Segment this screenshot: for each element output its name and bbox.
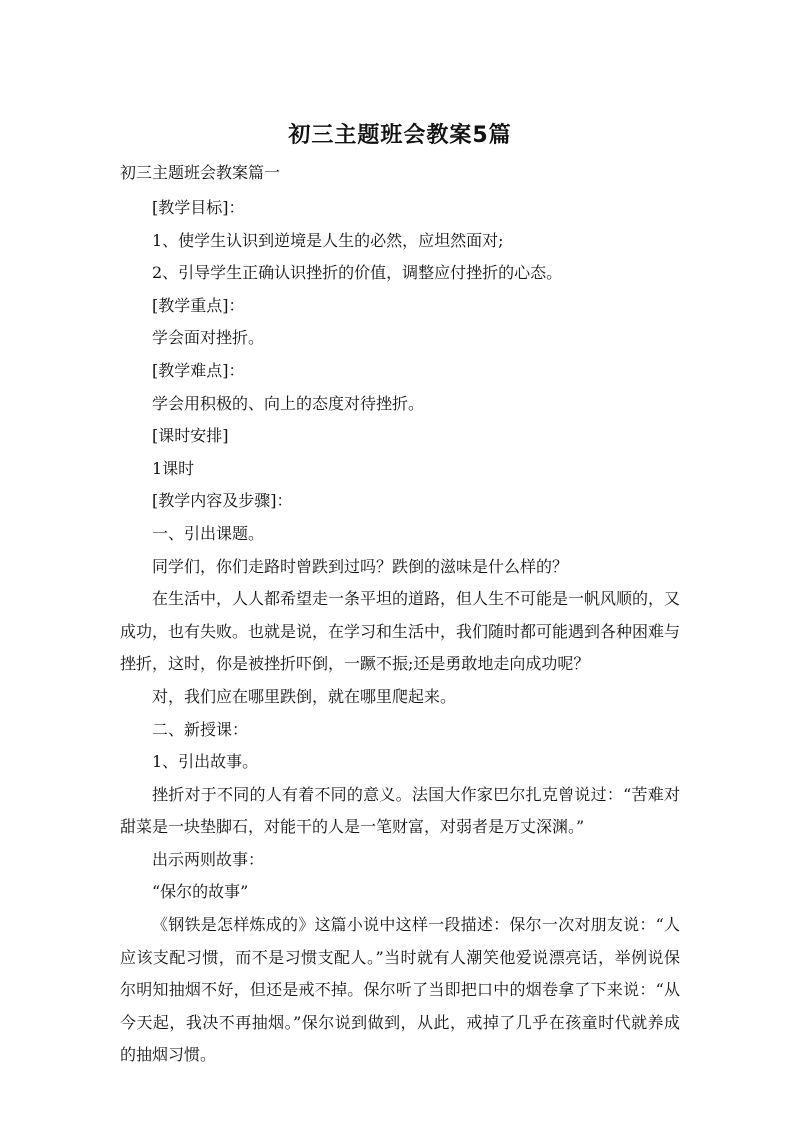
paragraph-objectives-heading: [教学目标]： [152, 198, 245, 217]
paragraph-key-points-heading: [教学重点]： [152, 295, 245, 315]
paragraph-two-stories: 出示两则故事： [152, 849, 265, 869]
paragraph-objective-2: 2、引导学生正确认识挫折的价值，调整应付挫折的心态。 [152, 263, 563, 283]
paragraph-key-points: 学会面对挫折。 [152, 328, 265, 348]
paragraph-story-intro: 1、引出故事。 [152, 752, 259, 772]
document-subtitle: 初三主题班会教案篇一 [120, 163, 281, 182]
paragraph-paul-story-title: “保尔的故事” [152, 882, 249, 902]
paragraph-answer: 对，我们应在哪里跌倒，就在哪里爬起来。 [152, 686, 457, 706]
paragraph-objective-1: 1、使学生认识到逆境是人生的必然，应坦然面对; [152, 230, 504, 250]
paragraph-difficulty: 学会用积极的、向上的态度对待挫折。 [152, 393, 425, 413]
paragraph-paul-story: 《钢铁是怎样炼成的》这篇小说中这样一段描述：保尔一次对朋友说：“人应该支配习惯，而不是习惯支配人。”当时就有人潮笑他爱说漂亮话，举例说保尔明知抽烟不好，但还是戒不掉。保尔听了当即把口中的烟卷拿了下来说：“从今天起，我决不再抽烟。”保尔说到做到，从此，戒掉了几乎在孩童时代就养成的抽烟习惯。 [120, 915, 680, 1065]
paragraph-question: 同学们，你们走路时曾跌到过吗？跌倒的滋味是什么样的？ [152, 556, 569, 576]
paragraph-life-path: 在生活中，人人都希望走一条平坦的道路，但人生不可能是一帆风顺的，又成功，也有失败。也就是说，在学习和生活中，我们随时都可能遇到各种困难与挫折，这时，你是被挫折吓倒，一蹶不振;还是勇敢地走向成功呢？ [120, 589, 681, 674]
paragraph-schedule: 1课时 [152, 458, 195, 478]
document-title: 初三主题班会教案5篇 [288, 123, 512, 148]
paragraph-balzac-quote: 挫折对于不同的人有着不同的意义。法国大作家巴尔扎克曾说过：“苦难对甜菜是一块垫脚石，对能干的人是一笔财富，对弱者是万丈深渊。” [120, 784, 680, 837]
paragraph-section-2: 二、新授课： [152, 719, 249, 739]
paragraph-schedule-heading: [课时安排] [152, 426, 229, 446]
paragraph-section-1: 一、引出课题。 [152, 523, 265, 543]
paragraph-difficulty-heading: [教学难点]： [152, 360, 245, 380]
paragraph-content-heading: [教学内容及步骤]： [152, 491, 293, 511]
document-body [120, 192, 680, 1072]
